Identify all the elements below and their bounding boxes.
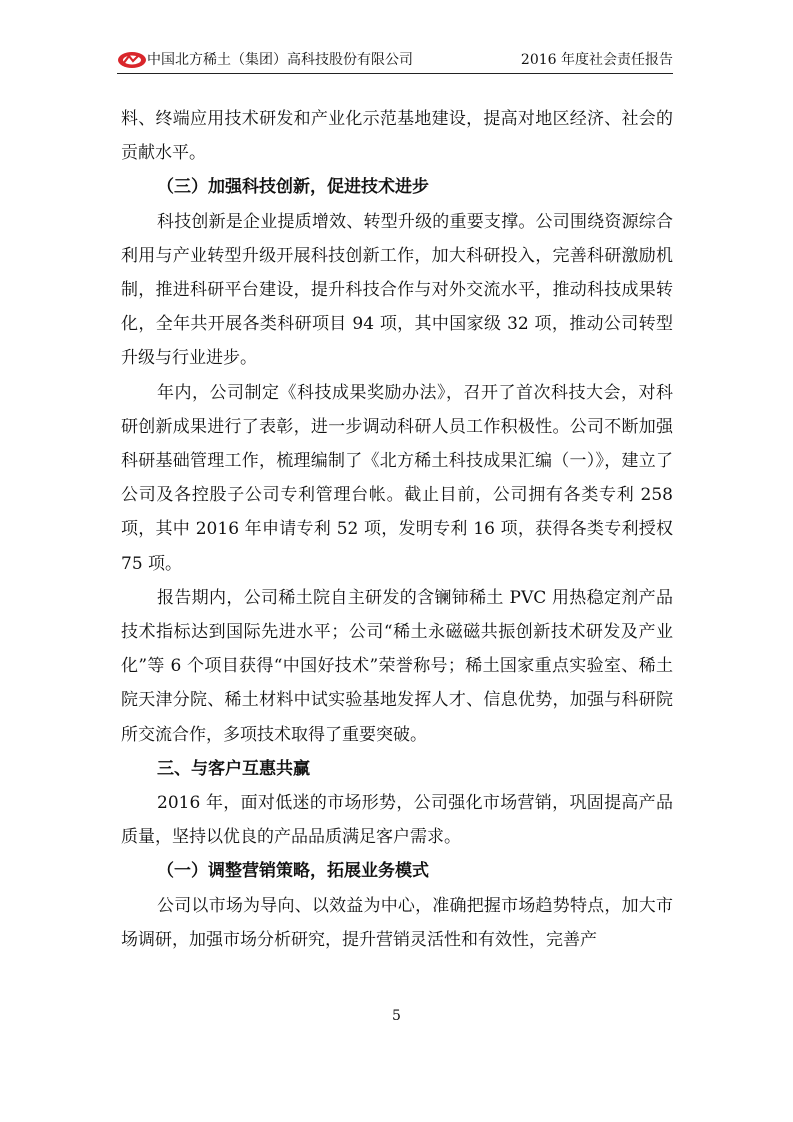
company-logo-icon	[117, 51, 147, 69]
paragraph-patents: 年内，公司制定《科技成果奖励办法》，召开了首次科技大会，对科研创新成果进行了表彰，进一步调动科研人员工作积极性。公司不断加强科研基础管理工作，梳理编制了《北方稀土科技成果汇编（一）》，建立了公司及各控股子公司专利管理台帐。截止目前，公司拥有各类专利 258 项，其中 2016 年申请专利 52 项，发明专利 16 项，获得各类专利授权 75 项。	[121, 382, 673, 574]
paragraph-continued: 料、终端应用技术研发和产业化示范基地建设，提高对地区经济、社会的贡献水平。	[121, 109, 673, 164]
paragraph-achievements: 报告期内，公司稀土院自主研发的含镧铈稀土 PVC 用热稳定剂产品技术指标达到国际先进水平；公司“稀土永磁磁共振创新技术研发及产业化”等 6 个项目获得“中国好技术”荣誉称号；稀土国家重点实验室、稀土院天津分院、稀土材料中试实验基地发挥人才、信息优势，加强与科研院所交流合作，多项技术取得了重要突破。	[121, 587, 673, 745]
page-header	[117, 48, 673, 74]
section-heading-tech-innovation: （三）加强科技创新，促进技术进步	[157, 177, 429, 198]
company-name: 中国北方稀土（集团）高科技股份有限公司	[147, 52, 413, 68]
paragraph-marketing: 公司以市场为导向、以效益为中心，准确把握市场趋势特点，加大市场调研，加强市场分析研究，提升营销灵活性和有效性，完善产	[121, 895, 673, 950]
page-number: 5	[392, 1008, 401, 1024]
report-title: 2016 年度社会责任报告	[520, 52, 673, 68]
section-heading-customers: 三、与客户互惠共赢	[157, 758, 310, 779]
header-rule	[117, 73, 673, 74]
page-body	[121, 102, 673, 957]
section-heading-marketing: （一）调整营销策略，拓展业务模式	[157, 861, 429, 882]
paragraph-market: 2016 年，面对低迷的市场形势，公司强化市场营销，巩固提高产品质量，坚持以优良的产品品质满足客户需求。	[121, 793, 673, 848]
paragraph-tech-innovation: 科技创新是企业提质增效、转型升级的重要支撑。公司围绕资源综合利用与产业转型升级开展科技创新工作，加大科研投入，完善科研激励机制，推进科研平台建设，提升科技合作与对外交流水平，推动科技成果转化，全年共开展各类科研项目 94 项，其中国家级 32 项，推动公司转型升级与行业进步。	[121, 211, 673, 369]
